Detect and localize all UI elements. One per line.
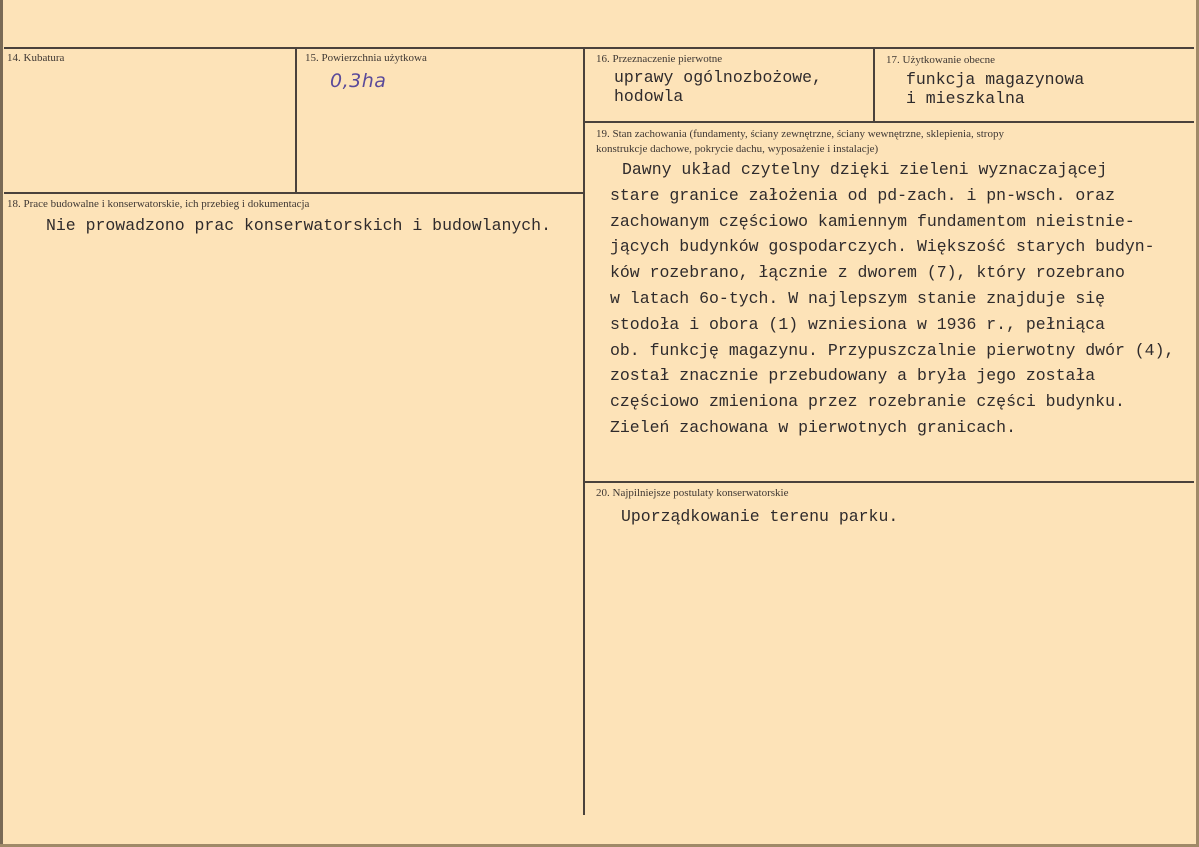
rule-row-16-17 [585, 121, 1194, 123]
field-19-line: częściowo zmieniona przez rozebranie części budynku. [610, 392, 1125, 412]
field-19-line: stare granice założenia od pd-zach. i pn-wsch. oraz [610, 185, 1115, 205]
rule-row-18 [4, 192, 584, 194]
field-20-value: Uporządkowanie terenu parku. [621, 507, 899, 526]
card-edge-left [0, 0, 3, 847]
field-19-line: ob. funkcję magazynu. Przypuszczalnie pierwotny dwór (4), [610, 340, 1175, 360]
field-14-label: 14. Kubatura [7, 52, 65, 64]
field-19-line: jących budynków gospodarczych. Większość starych budyn- [610, 237, 1155, 257]
field-19-line: Dawny układ czytelny dzięki zieleni wyznaczającej [622, 160, 1108, 179]
field-16-label: 16. Przeznaczenie pierwotne [596, 53, 723, 65]
field-17-line: funkcja magazynowa [906, 70, 1085, 89]
field-19-line: w latach 6o-tych. W najlepszym stanie znajduje się [610, 288, 1106, 308]
field-17-label: 17. Użytkowanie obecne [886, 54, 996, 66]
field-19-line: zachowanym częściowo kamiennym fundamentom nieistnie- [610, 211, 1135, 231]
field-17-value [906, 70, 1084, 108]
rule-top [4, 47, 1194, 49]
rule-col-1 [295, 47, 297, 194]
field-16-line: hodowla [614, 87, 684, 106]
field-15-label: 15. Powierzchnia użytkowa [305, 52, 427, 64]
field-19-line: Zieleń zachowana w pierwotnych granicach. [610, 417, 1016, 437]
rule-row-20 [585, 481, 1194, 483]
field-19-line: został znacznie przebudowany a bryła jego została [610, 366, 1096, 386]
field-16-line: uprawy ogólnozbożowe, [614, 68, 822, 87]
field-20-label: 20. Najpilniejsze postulaty konserwatorskie [596, 487, 789, 499]
rule-col-2 [583, 47, 585, 815]
field-19-line: stodoła i obora (1) wzniesiona w 1936 r., pełniąca [610, 314, 1106, 334]
field-19-value [610, 157, 1174, 441]
field-19-line: ków rozebrano, łącznie z dworem (7), który rozebrano [610, 263, 1125, 283]
field-19-label [596, 127, 1004, 157]
field-15-value: 0,3ha [330, 70, 387, 92]
rule-col-3 [873, 47, 875, 121]
field-18-value: Nie prowadzono prac konserwatorskich i budowlanych. [46, 216, 551, 235]
field-18-label: 18. Prace budowalne i konserwatorskie, ich przebieg i dokumentacja [7, 198, 310, 210]
field-19-label-line: konstrukcje dachowe, pokrycie dachu, wyposażenie i instalacje) [596, 143, 879, 155]
field-16-value [614, 68, 822, 106]
field-17-line: i mieszkalna [906, 89, 1025, 108]
field-19-label-line: 19. Stan zachowania (fundamenty, ściany zewnętrzne, ściany wewnętrzne, sklepienia, stropy [596, 128, 1004, 140]
